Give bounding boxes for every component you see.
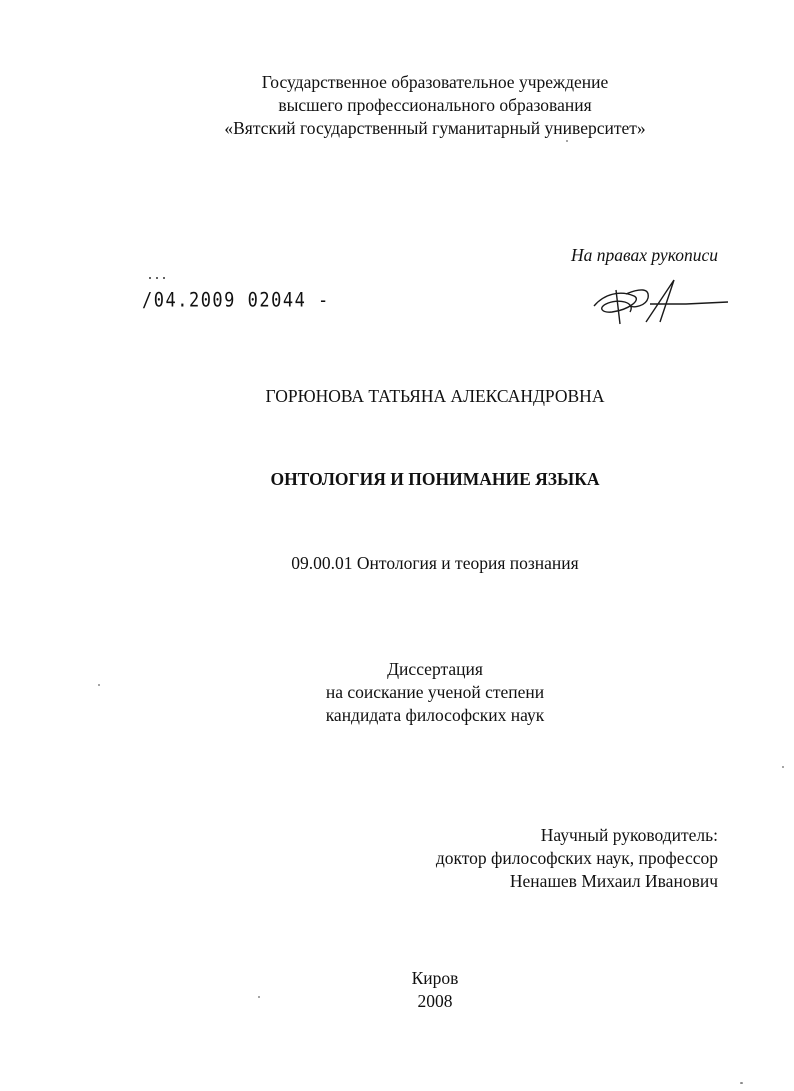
scan-speck (258, 996, 260, 998)
institution-header (150, 71, 720, 140)
registration-stamp-number (142, 288, 330, 314)
place-and-year (150, 967, 720, 1013)
specialty-code: 09.00.01 Онтология и теория познания (291, 553, 579, 573)
scan-speck (782, 766, 784, 768)
stamp-suffix-mark: - (306, 289, 330, 313)
stamp-number-text: 04.2009 02044 (153, 289, 307, 313)
scan-speck (566, 140, 568, 142)
institution-line-2: высшего профессионального образования (278, 95, 592, 115)
stamp-prefix-mark: / (142, 289, 154, 313)
author-name: ГОРЮНОВА ТАТЬЯНА АЛЕКСАНДРОВНА (265, 386, 605, 406)
rights-note: На правах рукописи (571, 245, 718, 265)
institution-line-1: Государственное образовательное учреждение (261, 72, 609, 92)
scan-speck (98, 684, 100, 686)
institution-line-3: «Вятский государственный гуманитарный университет» (224, 118, 646, 138)
stamp-dots-mark (148, 276, 168, 280)
advisor-line-2: доктор философских наук, профессор (435, 848, 718, 868)
year: 2008 (417, 991, 453, 1011)
scan-speck (740, 1082, 743, 1084)
degree-line-1: Диссертация (387, 659, 483, 679)
advisor-line-3: Ненашев Михаил Иванович (509, 871, 718, 891)
city-name: Киров (411, 968, 459, 988)
degree-line-2: на соискание ученой степени (325, 682, 545, 702)
signature-image (590, 276, 730, 332)
degree-statement (150, 658, 720, 727)
degree-line-3: кандидата философских наук (325, 705, 545, 725)
dissertation-title: ОНТОЛОГИЯ И ПОНИМАНИЕ ЯЗЫКА (270, 469, 600, 489)
advisor-line-1: Научный руководитель: (540, 825, 718, 845)
scientific-advisor (380, 824, 718, 893)
